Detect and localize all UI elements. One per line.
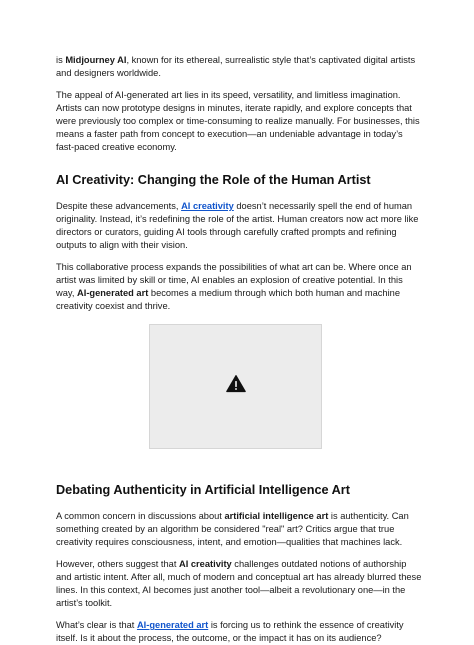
warning-icon [226,374,246,394]
text-run: A common concern in discussions about [56,511,225,521]
bold-text: AI creativity [179,559,232,569]
intro-paragraph-2: The appeal of AI-generated art lies in its speed, versatility, and limitless imagination. Artists can now prototype designs in minutes, iterate rapidly, and explore concepts that were previously too complex or time-consuming to realize manually. For businesses, this means a faster path from concept to execution—an undeniable advantage in today’s fast-paced creative economy. [56,90,420,152]
text-run: is [56,55,66,65]
text-run: This collaborative process expands the possibilities of what art can be. Where once an artist was limited by skill or time, AI enables an explosion of creative potential. In this way, [56,262,412,298]
ai-generated-art-link[interactable]: AI-generated art [136,620,209,630]
bold-text: artificial intelligence art [224,511,329,521]
text-run: challenges outdated notions of authorship and artistic intent. After all, much of modern and conceptual art has already blurred these lines. In this context, AI becomes just another tool—albeit a revolutionary one—in the artist’s toolkit. [56,559,422,608]
image-placeholder [149,324,322,449]
section2-paragraph-3 [56,619,422,645]
text-run: What’s clear is that [56,620,137,630]
text-run: Despite these advancements, [56,201,182,211]
bold-text: AI-generated art [77,288,149,298]
section2-paragraph-1 [56,510,422,549]
text-run: is forcing us to rethink the essence of creativity itself. Is it about the process, the outcome, or the impact it has on its audience? [56,620,404,643]
text-run: , known for its ethereal, surrealistic style that’s captivated digital artists and designers worldwide. [56,55,416,78]
section1-paragraph-2 [56,261,422,313]
section2-paragraph-2 [56,558,422,610]
text-run: doesn’t necessarily spell the end of human originality. Instead, it’s redefining the role of the artist. Human creators now act more like directors or curators, guiding AI tools through carefully crafted prompts and refining outputs to align with their vision. [56,201,419,250]
ai-creativity-link[interactable]: AI creativity [181,201,234,211]
bold-text: Midjourney AI [65,55,127,65]
section1-paragraph-1 [56,200,422,252]
text-run: is authenticity. Can something created by an algorithm be considered "real" art? Critics argue that true creativity requires consciousness, intent, and emotion—qualities that machines lack. [56,511,409,547]
intro-paragraph-1 [56,54,422,80]
section-heading-authenticity: Debating Authenticity in Artificial Intelligence Art [56,483,350,497]
document-body [56,54,422,645]
text-run: However, others suggest that [56,559,179,569]
text-run: becomes a medium through which both human and machine creativity coexist and thrive. [56,288,400,311]
section-heading-ai-creativity: AI Creativity: Changing the Role of the Human Artist [56,173,371,187]
